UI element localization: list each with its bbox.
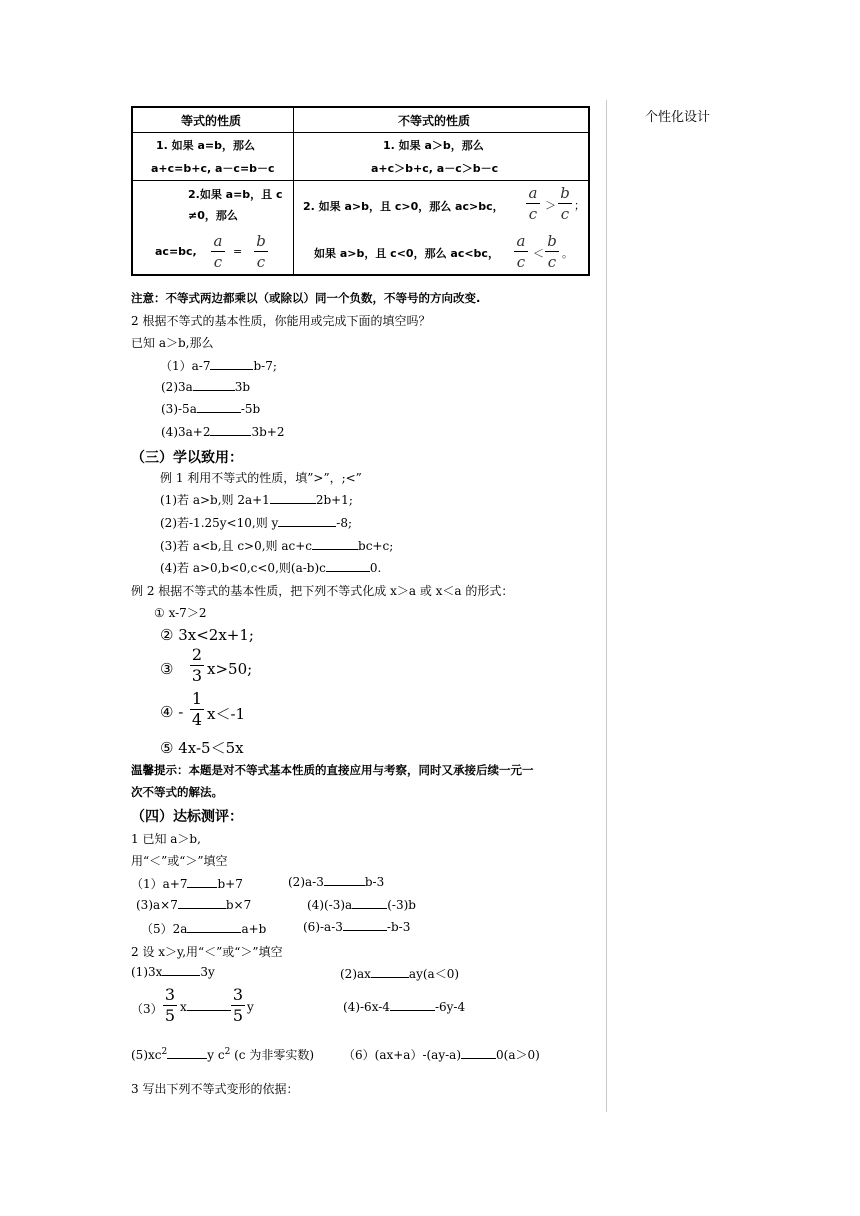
fill-item: (1)3x 3y [131,965,215,979]
table-cell: 如果 a>b，且 c<0，那么 ac<bc， [314,247,499,260]
fill-item: (2)a-3 b-3 [288,875,385,889]
fill-item: （5）2a a+b [141,922,267,936]
question-text: 2 设 x＞y,用“＜”或“＞”填空 [131,945,283,959]
fraction-two-thirds: 2 3 [191,645,203,685]
side-title: 个性化设计 [645,110,711,125]
question-text: 已知 a＞b,那么 [131,336,214,350]
table-head-left: 等式的性质 [181,114,242,128]
table-cell: ≠0，那么 [188,209,238,222]
table-cell: 2. 如果 a>b，且 c>0，那么 ac>bc， [303,200,504,213]
greater-sign: ＞ [545,199,556,212]
table-cell: 2.如果 a=b，且 c [188,188,283,201]
table-cell: a+c＞b+c, a－c＞b－c [371,162,499,175]
fraction-b-over-c: b c [254,232,268,271]
section-title: （四）达标测评： [131,809,243,825]
table-cell: 1. 如果 a＞b，那么 [383,139,484,152]
problem-item: ⑤ 4x-5＜5x [160,739,244,757]
fraction-b-over-c: b c [558,184,572,223]
fill-item: (3)a×7 b×7 [136,898,252,912]
fraction-a-over-c: a c [526,184,540,223]
fraction-three-fifths: 3 5 [232,985,244,1025]
question-text: 用“＜”或“＞”填空 [131,854,228,868]
period: 。 [562,247,573,260]
tip-text: 温馨提示：本题是对不等式基本性质的直接应用与考察，同时又承接后续一元一 [131,763,534,777]
equals-sign: = [233,245,243,258]
table-head-right: 不等式的性质 [398,114,471,128]
fill-item: $(5)xc^2$ y $c^2$ (c 为非零实数) [131,1047,315,1062]
fill-item: （1）a+7 b+7 [131,877,243,891]
question-text: 1 已知 a＞b, [131,832,201,846]
fill-item: （1）a-7 b-7; [160,359,277,373]
fill-item: (3)-5a -5b [161,402,261,416]
problem-item: ② 3x<2x+1; [160,626,254,644]
example-text: 例 1 利用不等式的性质，填”>”，;<” [160,471,362,485]
table-cell: a+c=b+c, a－c=b－c [151,162,275,175]
fraction-one-quarter: 1 4 [191,689,203,729]
fill-item: (4)(-3)a (-3)b [307,898,416,912]
fill-item: (3)若 a<b,且 c>0,则 ac+c bc+c; [160,539,394,553]
question-text: 3 写出下列不等式变形的依据： [131,1082,299,1096]
fill-item: x [180,1000,231,1014]
problem-item: x＜-1 [207,705,246,723]
less-sign: ＜ [533,247,544,260]
fraction-a-over-c: a c [514,232,528,271]
problem-item: ③ [160,660,174,678]
fraction-three-fifths: 3 5 [164,985,176,1025]
example-text: 例 2 根据不等式的基本性质，把下列不等式化成 x＞a 或 x＜a 的形式： [131,584,514,598]
note-text: 注意：不等式两边都乘以（或除以）同一个负数，不等号的方向改变. [131,291,481,305]
fill-item: y [247,1000,254,1014]
fill-item-label: （3） [131,1002,163,1016]
fill-item: (2)3a 3b [161,380,251,394]
fill-item: (6)-a-3 -b-3 [303,920,411,934]
fraction-b-over-c: b c [545,232,559,271]
table-rule [133,180,588,181]
table-cell: ac=bc, [155,245,197,258]
question-text: 2 根据不等式的基本性质，你能用或完成下面的填空吗？ [131,314,431,328]
fill-item: （6）(ax+a）-(ay-a) 0(a＞0) [343,1048,540,1062]
fill-item: (2)ax ay(a＜0) [340,967,460,981]
table-rule [133,132,588,133]
fraction-a-over-c: a c [211,232,225,271]
fill-item: (4)-6x-4 -6y-4 [343,1000,466,1014]
tip-text: 次不等式的解法。 [131,785,223,799]
problem-item: ① x-7＞2 [154,606,207,620]
table-cell: 1. 如果 a=b，那么 [156,139,256,152]
problem-item: x>50; [207,660,253,678]
fill-item: (1)若 a>b,则 2a+1 2b+1; [160,493,353,507]
fill-item: (4)若 a>0,b<0,c<0,则(a-b)c 0. [160,561,382,575]
problem-item: ④ - [160,703,184,721]
fill-item: (4)3a+2 3b+2 [161,425,285,439]
section-title: （三）学以致用： [131,450,243,466]
side-divider [606,100,607,1112]
fill-item: (2)若-1.25y<10,则 y -8; [160,516,353,530]
semicolon: ； [574,199,585,212]
